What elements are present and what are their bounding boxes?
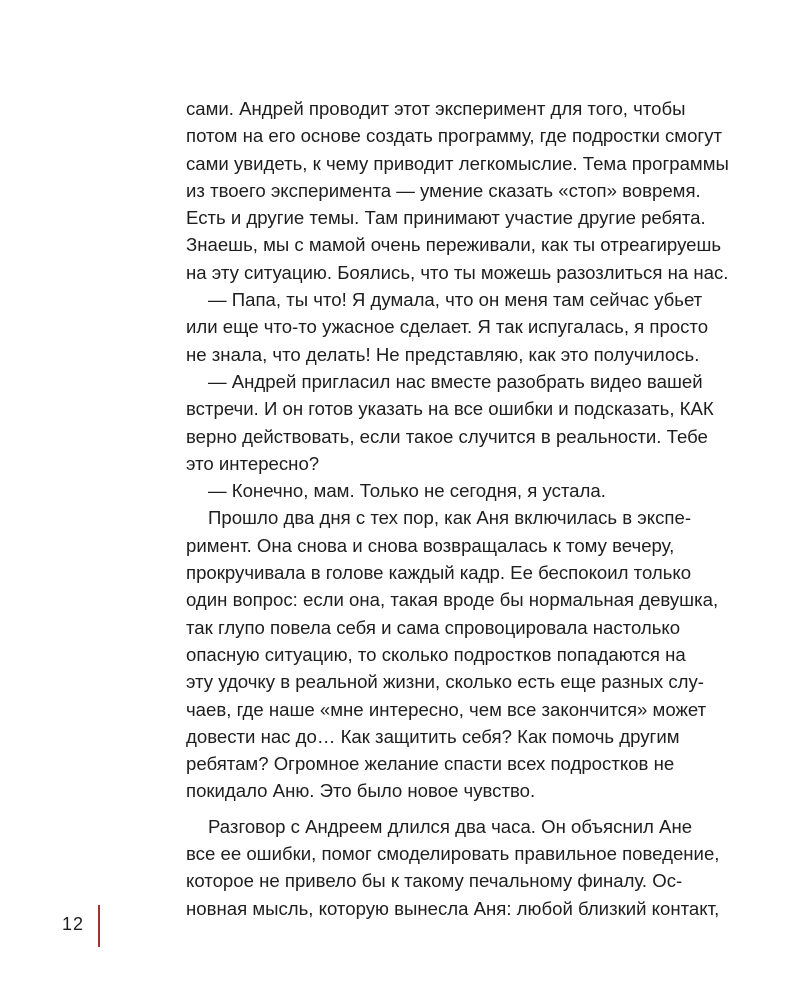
text-line: не знала, что делать! Не представляю, как это получилось. bbox=[186, 343, 700, 365]
text-line: опасную ситуацию, то сколько подростков попадаются на bbox=[186, 643, 686, 665]
text-line: все ее ошибки, помог смоделировать правильное поведение, bbox=[186, 843, 720, 865]
text-line: — Андрей пригласил нас вместе разобрать видео вашей bbox=[208, 370, 703, 392]
text-line: прокручивала в голове каждый кадр. Ее беспокоил только bbox=[186, 562, 692, 584]
text-line: сами увидеть, к чему приводит легкомыслие. Тема программы bbox=[186, 152, 729, 174]
text-line: потом на его основе создать программу, где подростки смогут bbox=[186, 125, 723, 147]
text-line: — Конечно, мам. Только не сегодня, я устала. bbox=[208, 480, 606, 502]
text-line: ребятам? Огромное желание спасти всех подростков не bbox=[186, 753, 675, 775]
paragraph bbox=[186, 95, 729, 286]
text-line: Прошло два дня с тех пор, как Аня включилась в экспе- bbox=[208, 507, 692, 529]
text-line: которое не привело бы к такому печальному финалу. Ос- bbox=[186, 870, 683, 892]
text-line: один вопрос: если она, такая вроде бы нормальная девушка, bbox=[186, 589, 719, 611]
text-line: чаев, где наше «мне интересно, чем все закончится» может bbox=[186, 698, 707, 720]
text-line: или еще что-то ужасное сделает. Я так испугалась, я просто bbox=[186, 316, 709, 338]
page-number: 12 bbox=[62, 914, 85, 934]
text-line: римент. Она снова и снова возвращалась к тому вечеру, bbox=[186, 534, 675, 556]
body-text bbox=[186, 95, 729, 922]
page-number-rule bbox=[98, 905, 100, 947]
paragraph bbox=[186, 504, 719, 804]
text-line: довести нас до… Как защитить себя? Как помочь другим bbox=[186, 725, 680, 747]
text-line: сами. Андрей проводит этот эксперимент для того, чтобы bbox=[186, 98, 686, 119]
paragraph bbox=[186, 286, 709, 368]
text-line: встречи. И он готов указать на все ошибки и подсказать, КАК bbox=[186, 398, 714, 420]
text-line: это интересно? bbox=[186, 452, 320, 474]
paragraph bbox=[186, 813, 720, 922]
paragraph bbox=[186, 368, 714, 477]
text-line: на эту ситуацию. Боялись, что ты можешь разозлиться на нас. bbox=[186, 261, 729, 283]
text-line: так глупо повела себя и сама спровоцировала настолько bbox=[186, 616, 681, 638]
text-line: верно действовать, если такое случится в реальности. Тебе bbox=[186, 425, 708, 447]
text-line: новная мысль, которую вынесла Аня: любой близкий контакт, bbox=[186, 897, 720, 919]
text-line: Знаешь, мы с мамой очень переживали, как ты отреагируешь bbox=[186, 234, 722, 256]
text-line: покидало Аню. Это было новое чувство. bbox=[186, 780, 536, 802]
text-line: эту удочку в реальной жизни, сколько есть еще разных слу- bbox=[186, 671, 704, 693]
text-line: Разговор с Андреем длился два часа. Он объяснил Ане bbox=[208, 815, 693, 837]
text-line: из твоего эксперимента — умение сказать «стоп» вовремя. bbox=[186, 179, 701, 201]
text-line: — Папа, ты что! Я думала, что он меня там сейчас убьет bbox=[208, 289, 703, 311]
paragraph bbox=[186, 477, 656, 504]
text-line: Есть и другие темы. Там принимают участие другие ребята. bbox=[186, 207, 706, 229]
